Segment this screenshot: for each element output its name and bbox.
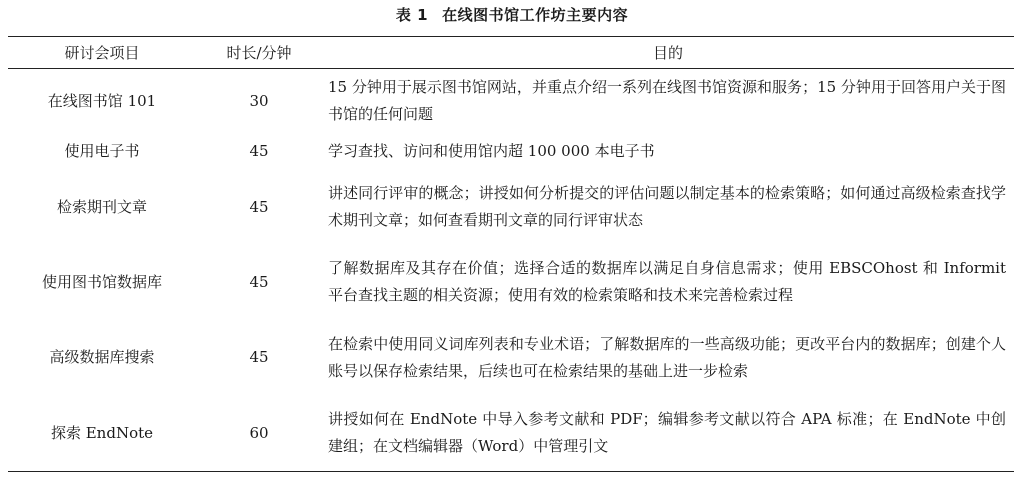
workshop-name-cell: 在线图书馆 101 [47,91,157,110]
duration-cell: 60 [196,395,322,472]
workshop-name-cell: 检索期刊文章 [56,197,147,216]
table-title: 在线图书馆工作坊主要内容 [442,6,629,24]
workshop-table [8,36,1014,472]
duration-cell: 45 [249,197,269,216]
workshop-name-cell: 高级数据库搜索 [49,348,155,366]
table-row [8,395,1014,472]
purpose-cell: 讲述同行评审的概念；讲授如何分析提交的评估问题以制定基本的检索策略；如何通过高级检索查找学术期刊文章；如何查看期刊文章的同行评审状态 [328,184,1006,229]
purpose-cell: 在检索中使用同义词库列表和专业术语；了解数据库的一些高级功能；更改平台内的数据库；创建个人账号以保存检索结果，后续也可在检索结果的基础上进一步检索 [328,334,1006,380]
header-purpose: 目的 [322,37,1014,69]
duration-cell: 30 [249,91,269,110]
table-row [8,320,1014,395]
workshop-name-cell: 使用图书馆数据库 [41,272,162,291]
table-row [8,133,1014,170]
purpose-cell: 了解数据库及其存在价值；选择合适的数据库以满足自身信息需求；使用 EBSCOhost 和 Informit 平台查找主题的相关资源；使用有效的检索策略和技术来完善检索过程 [328,259,1006,304]
duration-cell: 45 [249,348,269,366]
table-row [8,170,1014,244]
workshop-name-cell: 探索 EndNote [8,395,196,472]
table-row [8,244,1014,320]
purpose-cell: 15 分钟用于展示图书馆网站，并重点介绍一系列在线图书馆资源和服务；15 分钟用于回答用户关于图书馆的任何问题 [328,78,1006,123]
duration-cell: 45 [249,272,269,291]
table-header-row [8,37,1014,69]
header-duration: 时长/分钟 [196,37,322,69]
table-row [8,69,1014,134]
table-number: 表 1 [395,6,429,24]
purpose-cell: 学习查找、访问和使用馆内超 100 000 本电子书 [328,142,655,160]
workshop-name-cell: 使用电子书 [64,142,140,160]
header-workshop-item: 研讨会项目 [8,37,196,69]
table-caption [0,4,1024,26]
purpose-cell: 讲授如何在 EndNote 中导入参考文献和 PDF；编辑参考文献以符合 APA 标准；在 EndNote 中创建组；在文档编辑器（Word）中管理引文 [322,395,1014,472]
duration-cell: 45 [249,142,269,160]
